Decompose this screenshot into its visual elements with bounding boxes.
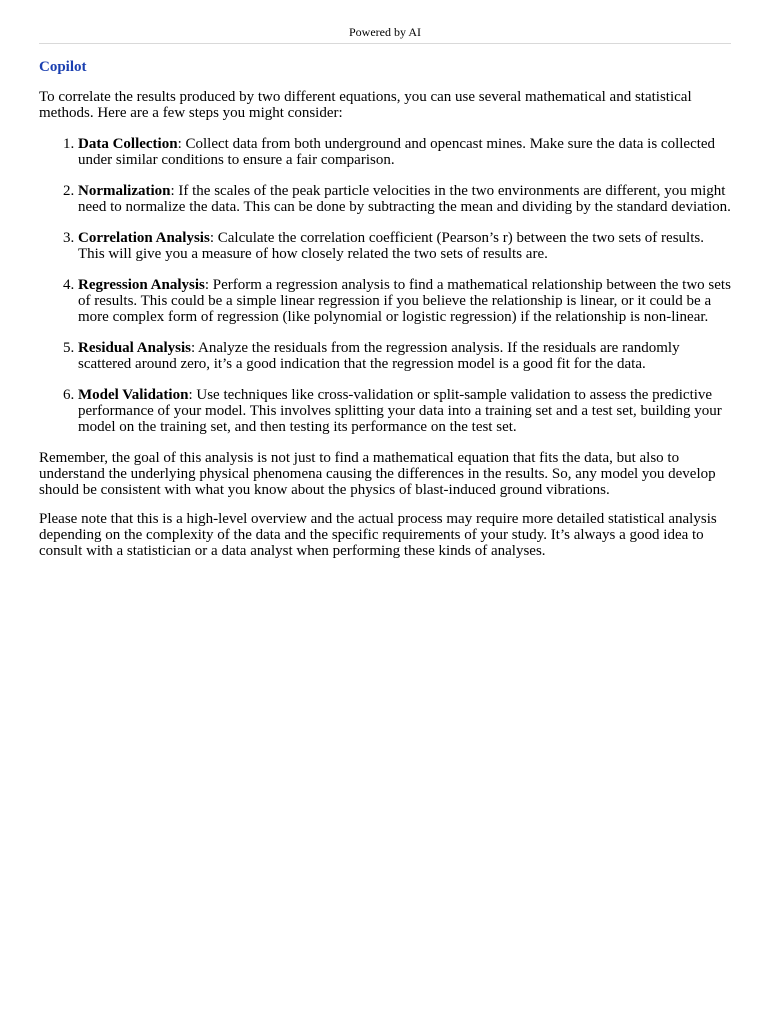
step-text: : Analyze the residuals from the regression analysis. If the residuals are randomly scattered around zero, it’s a good indication that the regression model is a good fit for the data. — [78, 340, 680, 372]
step-name: Residual Analysis — [78, 340, 191, 356]
step-text: : Collect data from both underground and opencast mines. Make sure the data is collected under similar conditions to ensure a fair comparison. — [78, 136, 716, 168]
step-name: Regression Analysis — [78, 277, 205, 293]
step-text: : Perform a regression analysis to find a mathematical relationship between the two sets of results. This could be a simple linear regression if you believe the relationship is linear, or it could be a more complex form of regression (like polynomial or logistic regression) if the relationship is non-linear. — [78, 277, 731, 325]
intro-paragraph: To correlate the results produced by two different equations, you can use several mathematical and statistical methods. Here are a few steps you might consider: — [39, 89, 692, 121]
step-name: Data Collection — [78, 136, 178, 152]
list-item — [78, 340, 731, 372]
step-name: Normalization — [78, 183, 171, 199]
list-item — [78, 230, 731, 262]
step-text: : Calculate the correlation coefficient (Pearson’s r) between the two sets of results. This will give you a measure of how closely related the two sets of results are. — [78, 230, 704, 262]
goal-paragraph: Remember, the goal of this analysis is not just to find a mathematical equation that fits the data, but also to understand the underlying physical phenomena causing the differences in the results. So, any model you develop should be consistent with what you know about the physics of blast-induced ground vibrations. — [39, 450, 716, 498]
step-text: : If the scales of the peak particle velocities in the two environments are different, you might need to normalize the data. This can be done by subtracting the mean and dividing by the standard deviation. — [78, 183, 731, 215]
response-title: Copilot — [39, 59, 87, 75]
steps-list — [39, 136, 731, 435]
list-item — [78, 387, 731, 435]
step-text: : Use techniques like cross-validation or split-sample validation to assess the predictive performance of your model. This involves splitting your data into a training set and a test set, building your model on the training set, and then testing its performance on the test set. — [78, 387, 722, 435]
powered-by-header: Powered by AI — [39, 0, 731, 44]
list-item — [78, 136, 731, 168]
list-item — [78, 183, 731, 215]
list-item — [78, 277, 731, 325]
step-name: Correlation Analysis — [78, 230, 210, 246]
step-name: Model Validation — [78, 387, 189, 403]
document-page — [39, 0, 731, 559]
note-paragraph: Please note that this is a high-level overview and the actual process may require more detailed statistical analysis depending on the complexity of the data and the specific requirements of your study. It’s always a good idea to consult with a statistician or a data analyst when performing these kinds of analyses. — [39, 511, 717, 559]
